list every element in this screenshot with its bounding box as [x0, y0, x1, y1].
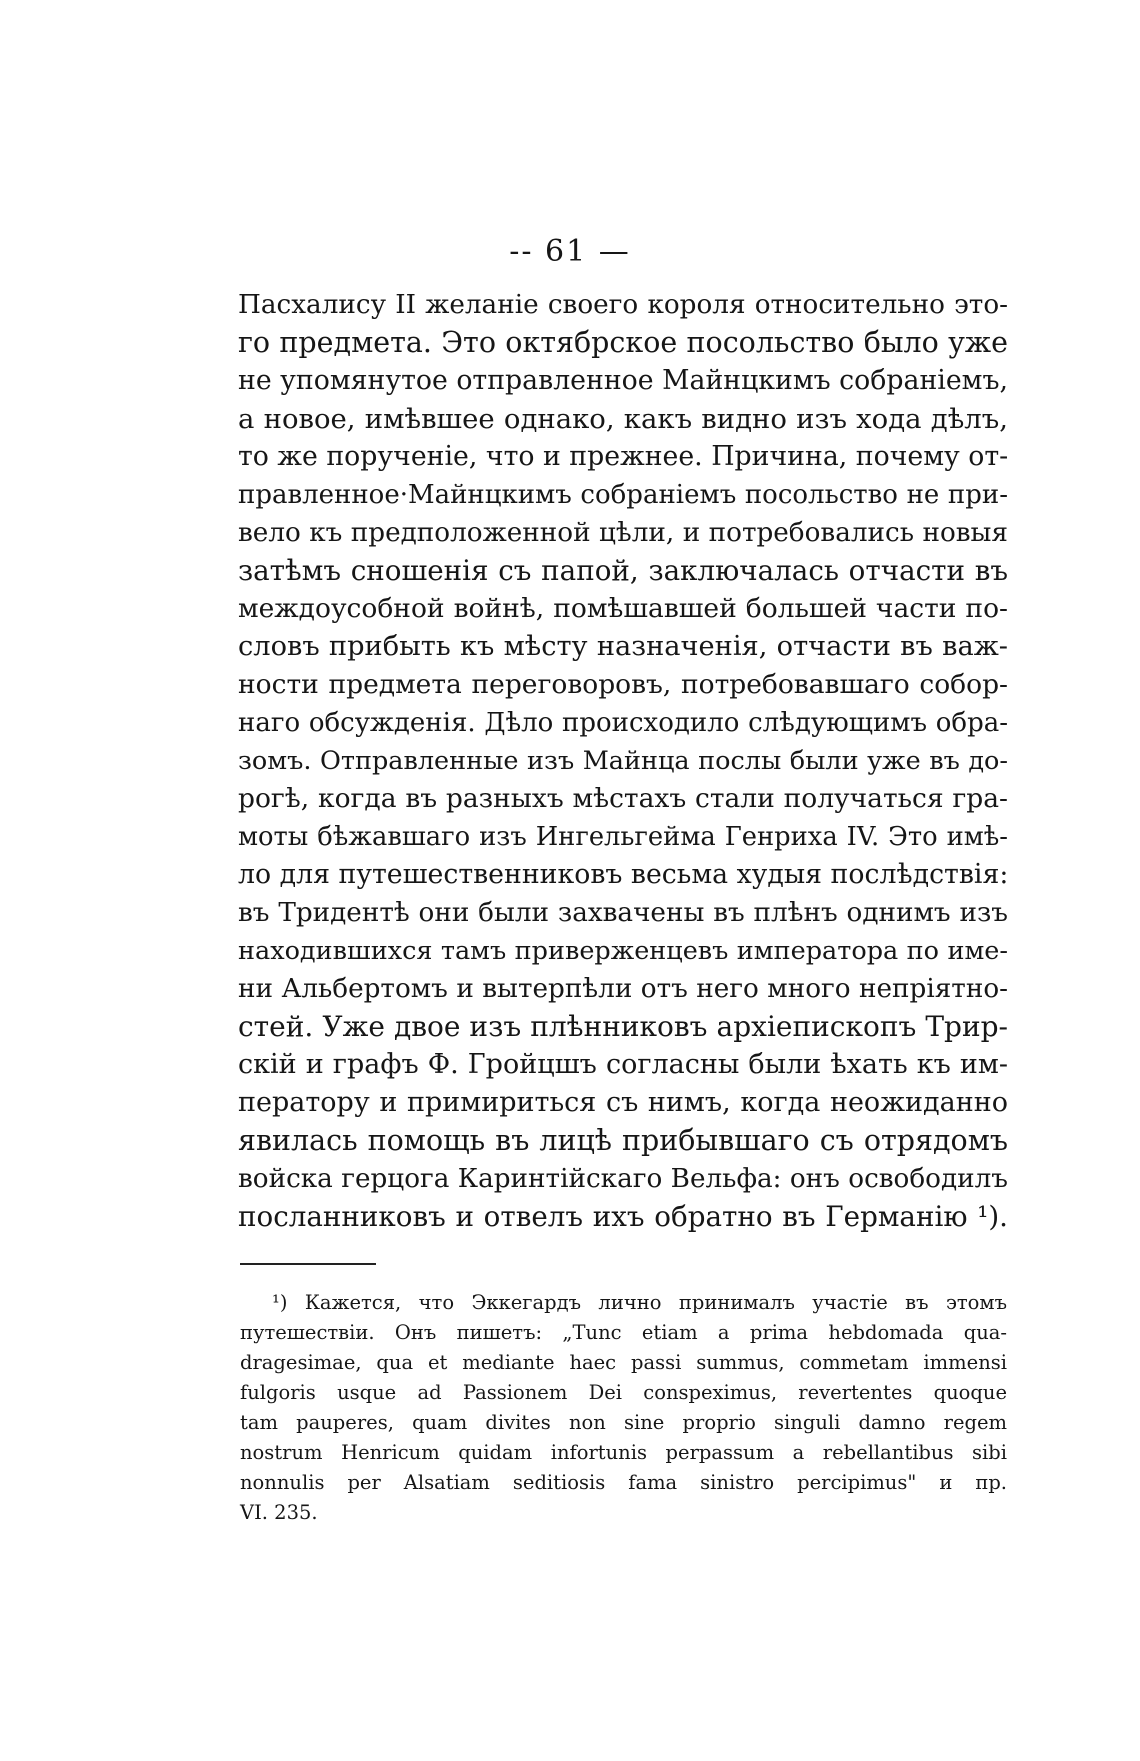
- footnote-line: путешествіи. Онъ пишетъ: „Tunc etiam a prima hebdomada qua-: [240, 1321, 1007, 1344]
- text-line: ности предмета переговоровъ, потребовавшаго собор-: [238, 669, 1008, 700]
- footnote-line: nostrum Henricum quidam infortunis perpassum a rebellantibus sibi: [240, 1441, 1007, 1464]
- text-line: рогѣ, когда въ разныхъ мѣстахъ стали получаться гра-: [238, 783, 1008, 814]
- text-line: скій и графъ Ф. Гройцшъ согласны были ѣхать къ им-: [238, 1049, 1008, 1080]
- main-text: [238, 286, 1008, 1236]
- footnote-line: dragesimae, qua et mediante haec passi summus, commetam immensi: [240, 1351, 1007, 1374]
- footnote-line: ¹) Кажется, что Эккегардъ лично принималъ участіе въ этомъ: [272, 1291, 1007, 1314]
- text-line: затѣмъ сношенія съ папой, заключалась отчасти въ: [238, 554, 1008, 587]
- footnote-line: nonnulis per Alsatiam seditiosis fama sinistro percipimus" и пр.: [240, 1471, 1007, 1494]
- text-line: войска герцога Каринтійскаго Вельфа: онъ освободилъ: [238, 1164, 1008, 1194]
- text-line: стей. Уже двое изъ плѣнниковъ архіепископъ Трир-: [238, 1010, 1008, 1043]
- page-number: -- 61 —: [509, 234, 631, 269]
- text-line: Пасхалису II желаніе своего короля относительно это-: [238, 290, 1008, 320]
- text-line: словъ прибыть къ мѣсту назначенія, отчасти въ важ-: [238, 631, 1008, 662]
- text-line: въ Тридентѣ они были захвачены въ плѣнъ однимъ изъ: [238, 898, 1008, 928]
- footnote-divider: [240, 1263, 376, 1265]
- text-line: ни Альбертомъ и вытерпѣли отъ него много непріятно-: [238, 974, 1008, 1004]
- text-line: явилась помощь въ лицѣ прибывшаго съ отрядомъ: [238, 1124, 1008, 1157]
- text-line: находившихся тамъ приверженцевъ императора по име-: [238, 936, 1008, 966]
- text-line: посланниковъ и отвелъ ихъ обратно въ Германію ¹).: [238, 1200, 1008, 1233]
- footnote-line: fulgoris usque ad Passionem Dei conspeximus, revertentes quoque: [240, 1381, 1007, 1404]
- text-line: го предмета. Это октябрское посольство было уже: [238, 326, 1008, 359]
- text-line: то же порученіе, что и прежнее. Причина, почему от-: [238, 441, 1009, 472]
- text-line: правленное·Майнцкимъ собраніемъ посольство не при-: [238, 480, 1008, 510]
- text-line: не упомянутое отправленное Майнцкимъ собраніемъ,: [238, 365, 1008, 396]
- text-line: ло для путешественниковъ весьма худыя послѣдствія:: [238, 859, 1009, 890]
- text-line: вело къ предположенной цѣли, и потребовались новыя: [238, 518, 1008, 548]
- text-line: наго обсужденія. Дѣло происходило слѣдующимъ обра-: [238, 708, 1008, 738]
- footnote-line: tam pauperes, quam divites non sine proprio singuli damno regem: [240, 1411, 1007, 1434]
- text-line: ператору и примириться съ нимъ, когда неожиданно: [238, 1087, 1008, 1118]
- text-line: междоусобной войнѣ, помѣшавшей большей части по-: [238, 593, 1008, 624]
- text-line: а новое, имѣвшее однако, какъ видно изъ хода дѣлъ,: [238, 403, 1008, 435]
- footnote: [240, 1288, 1007, 1528]
- text-line: зомъ. Отправленные изъ Майнца послы были уже въ до-: [238, 746, 1008, 776]
- footnote-line: VI. 235.: [240, 1501, 318, 1524]
- text-line: моты бѣжавшаго изъ Ингельгейма Генриха IV. Это имѣ-: [238, 822, 1008, 852]
